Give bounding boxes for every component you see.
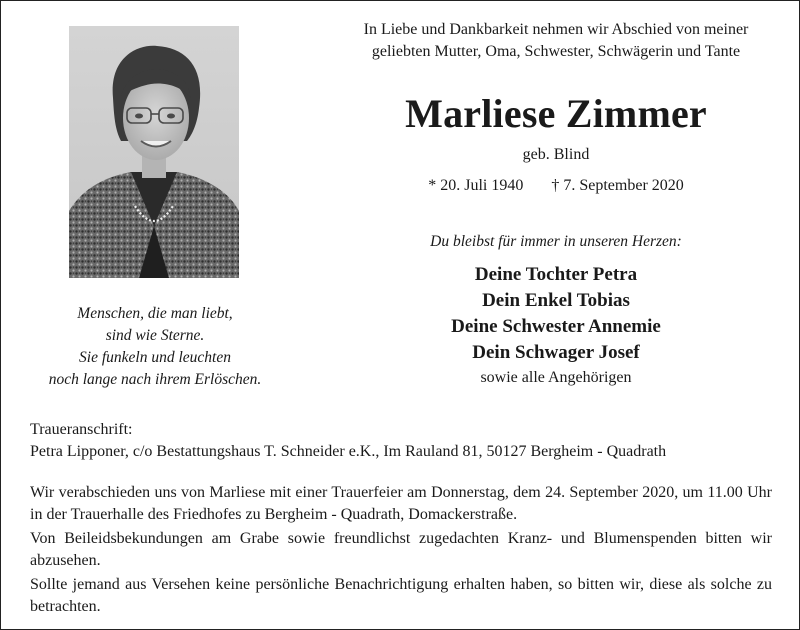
mourner-name: Deine Tochter Petra xyxy=(474,264,638,285)
intro-text xyxy=(326,19,786,63)
intro-line: geliebten Mutter, Oma, Schwester, Schwägerin und Tante xyxy=(371,43,741,60)
address-text: Petra Lipponer, c/o Bestattungshaus T. Schneider e.K., Im Rauland 81, 50127 Bergheim - Quadrath xyxy=(30,443,667,460)
death-date: † 7. September 2020 xyxy=(551,177,684,194)
birth-date: * 20. Juli 1940 xyxy=(428,177,524,194)
funeral-notes xyxy=(30,482,772,620)
quote-line: Menschen, die man liebt, xyxy=(77,305,233,322)
portrait-illustration xyxy=(69,26,239,278)
intro-line: In Liebe und Dankbarkeit nehmen wir Abschied von meiner xyxy=(363,21,749,38)
quote-line: sind wie Sterne. xyxy=(105,327,205,344)
other-relatives: sowie alle Angehörigen xyxy=(480,369,632,386)
quote-line: noch lange nach ihrem Erlöschen. xyxy=(48,371,262,388)
note-paragraph: Wir verabschieden uns von Marliese mit einer Trauerfeier am Donnerstag, dem 24. September 2020, um 11.00 Uhr in der Trauerhalle des Friedhofes zu Bergheim - Quadrath, Domackerstraße. xyxy=(30,484,772,523)
quote-line: Sie funkeln und leuchten xyxy=(79,349,231,366)
note-paragraph: Von Beileidsbekundungen am Grabe sowie freundlichst zugedachten Kranz- und Blumenspenden bitten wir abzusehen. xyxy=(30,530,772,569)
memorial-quote xyxy=(10,303,300,391)
portrait-photo xyxy=(69,26,239,278)
deceased-name: Marliese Zimmer xyxy=(405,91,707,136)
mourner-name: Dein Enkel Tobias xyxy=(482,290,630,311)
mourners-list xyxy=(326,262,786,390)
address-label: Traueranschrift: xyxy=(30,421,133,438)
note-paragraph: Sollte jemand aus Versehen keine persönliche Benachrichtigung erhalten haben, so bitten wir, diese als solche zu betrachten. xyxy=(30,576,772,615)
life-dates xyxy=(326,177,786,195)
mourner-name: Deine Schwester Annemie xyxy=(451,316,661,337)
maiden-name: geb. Blind xyxy=(522,146,590,163)
motto: Du bleibst für immer in unseren Herzen: xyxy=(430,233,682,250)
mourning-address xyxy=(30,419,780,463)
mourner-name: Dein Schwager Josef xyxy=(472,342,640,363)
